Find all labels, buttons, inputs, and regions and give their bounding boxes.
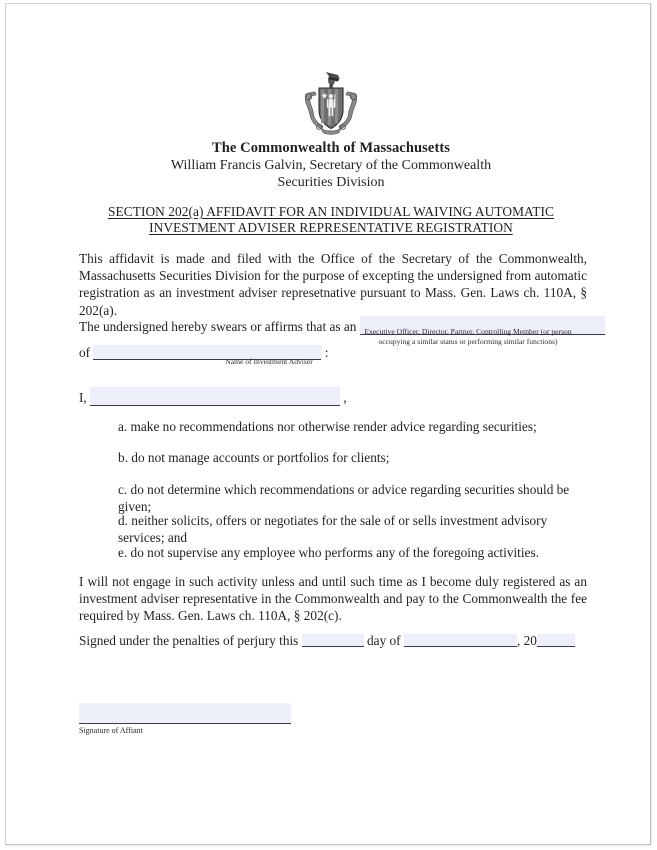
year-field[interactable]: [537, 634, 575, 647]
swears-line-text: The undersigned hereby swears or affirms that as an: [79, 319, 357, 334]
role-caption-line-2: occupying a similar status or performing similar functions): [378, 336, 558, 346]
adviser-line-prefix: of: [79, 345, 91, 360]
list-item: a. make no recommendations nor otherwise render advice regarding securities;: [118, 419, 537, 434]
massachusetts-coat-of-arms-seal-icon: [295, 70, 367, 136]
signature-field[interactable]: [79, 703, 291, 724]
affiant-name-field[interactable]: [90, 387, 340, 406]
document-page: [5, 3, 651, 845]
signed-line-year-prefix: , 20: [516, 633, 537, 648]
masthead-secretary-line: William Francis Galvin, Secretary of the Commonwealth: [170, 158, 492, 173]
signature-block: [79, 700, 379, 726]
affiant-name-line: [79, 383, 587, 406]
signed-date-line: [79, 632, 587, 649]
signed-line-prefix: Signed under the penalties of perjury this: [79, 633, 299, 648]
masthead-commonwealth-title: The Commonwealth of Massachusetts: [211, 140, 451, 156]
month-field[interactable]: [404, 634, 517, 647]
masthead-division-line: Securities Division: [277, 175, 385, 190]
list-item: c. do not determine which recommendations or advice regarding securities should be given;: [118, 482, 570, 515]
intro-paragraph: This affidavit is made and filed with the Office of the Secretary of the Commonwealth, Massachusetts Securities Division for the purpose of excepting the undersigned from automatic registration as an investment adviser represetnative pursuant to Mass. Gen. Laws ch. 110A, § 202(a).: [79, 251, 587, 318]
closing-paragraph: I will not engage in such activity unless and until such time as I become duly registered as an investment adviser representative in the Commonwealth and pay to the Commonwealth the fee required by Mass. Gen. Laws ch. 110A, § 202(c).: [79, 574, 587, 624]
role-caption-line-1: Executive Officer, Director, Partner, Controlling Member (or person: [364, 327, 572, 336]
document-content: [75, 4, 587, 844]
list-item: e. do not supervise any employee who performs any of the foregoing activities.: [118, 545, 539, 560]
document-title-line-1: SECTION 202(a) AFFIDAVIT FOR AN INDIVIDUAL WAIVING AUTOMATIC: [108, 204, 554, 219]
adviser-line-suffix: :: [324, 345, 329, 360]
signed-line-middle: day of: [367, 633, 401, 648]
signature-field-caption: Signature of Affiant: [79, 726, 143, 735]
document-title-line-2: INVESTMENT ADVISER REPRESENTATIVE REGISTRATION: [149, 219, 513, 235]
affiant-line-suffix: ,: [343, 390, 347, 405]
commonwealth-seal: [75, 70, 587, 136]
day-field[interactable]: [302, 634, 364, 647]
list-item: d. neither solicits, offers or negotiates for the sale of or sells investment advisory services; and: [118, 513, 548, 546]
document-title: [75, 204, 587, 235]
masthead: [75, 140, 587, 191]
list-item: b. do not manage accounts or portfolios for clients;: [118, 450, 390, 465]
adviser-field-caption: Name of Investment Adviser: [225, 357, 313, 366]
affiant-line-prefix: I,: [79, 390, 87, 405]
